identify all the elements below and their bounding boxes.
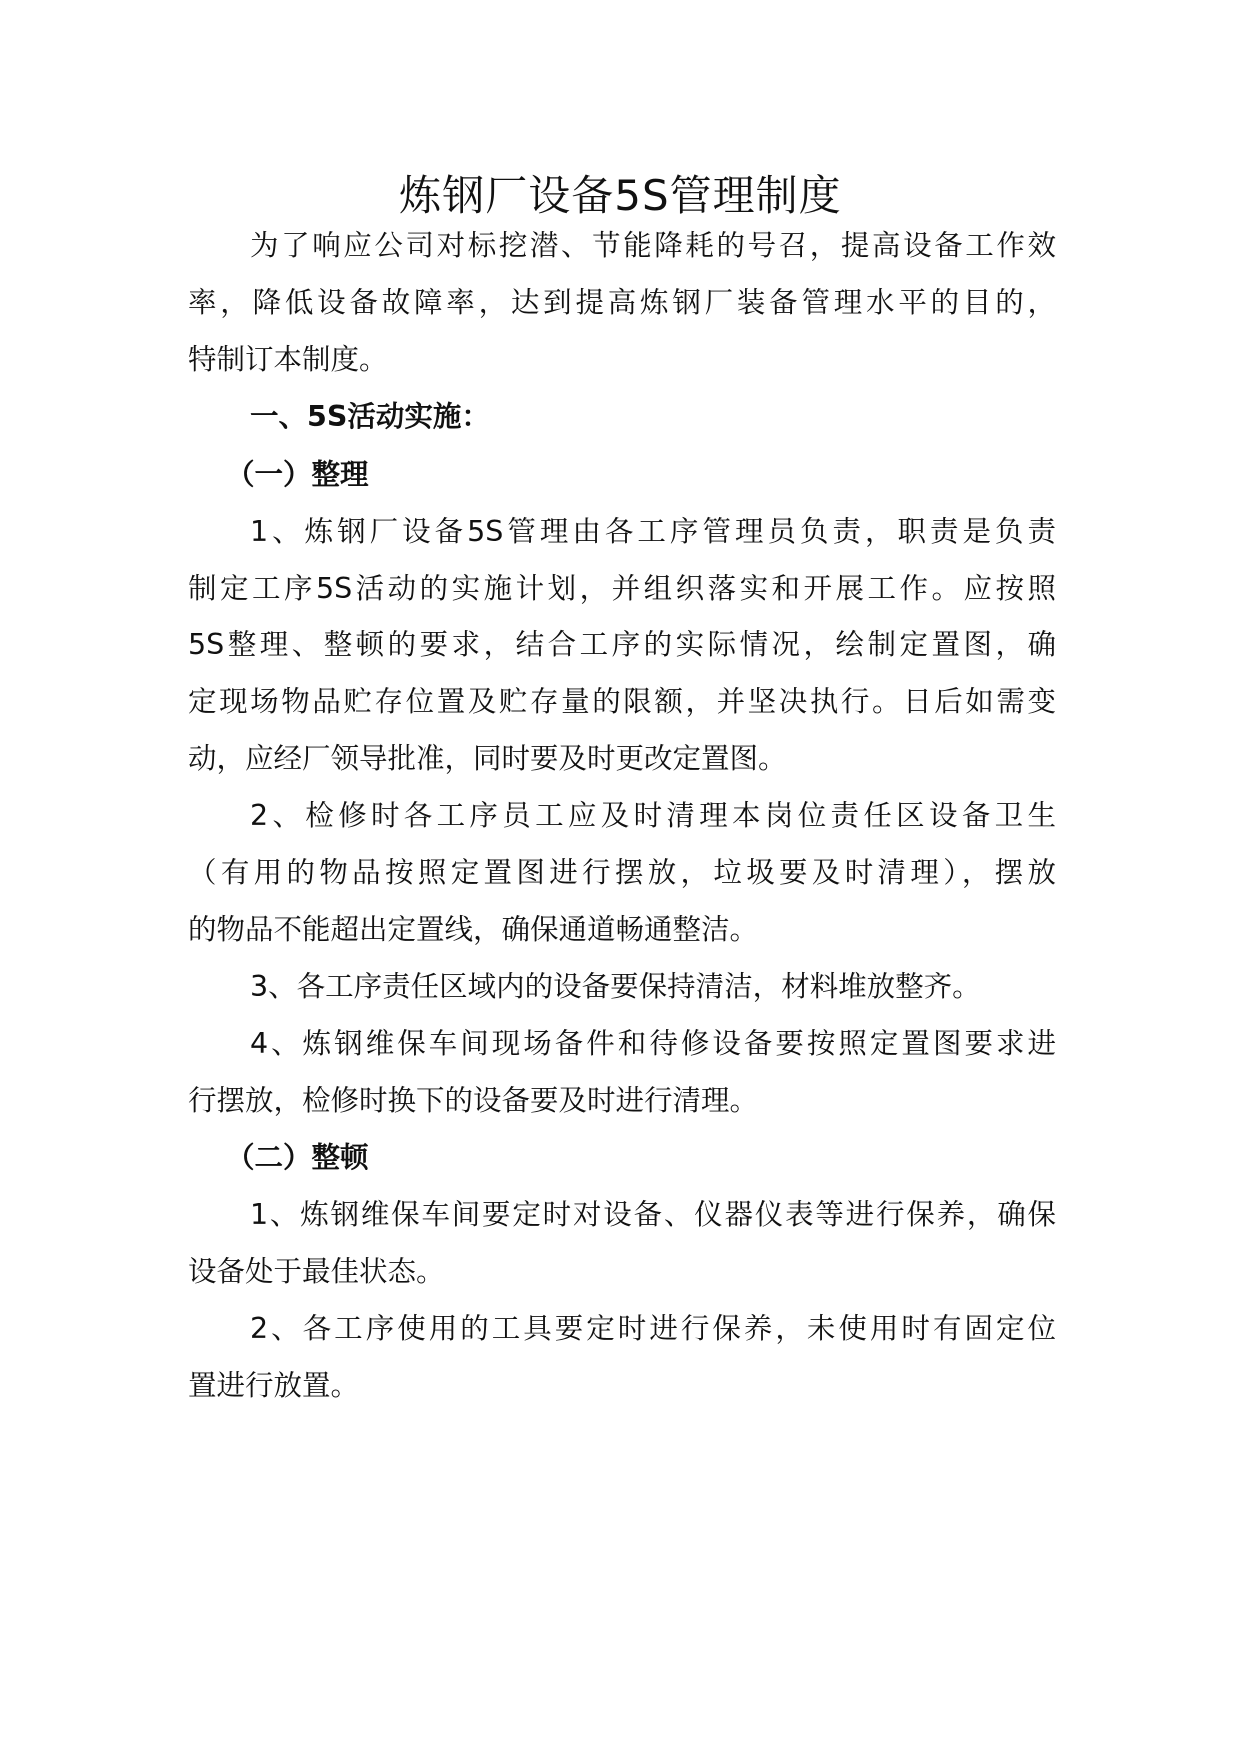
seiri-item2-line-1: 2、检修时各工序员工应及时清理本岗位责任区设备卫生 <box>250 799 1056 832</box>
seiton-item1-line-1: 1、炼钢维保车间要定时对设备、仪器仪表等进行保养，确保 <box>250 1198 1056 1231</box>
seiri-item1-line-2: 制定工序5S活动的实施计划，并组织落实和开展工作。应按照 <box>188 572 1056 605</box>
seiri-item1-line-1: 1、炼钢厂设备5S管理由各工序管理员负责，职责是负责 <box>250 515 1056 548</box>
seiton-item1-line-2: 设备处于最佳状态。 <box>188 1255 445 1288</box>
seiri-item2-line-3: 的物品不能超出定置线，确保通道畅通整洁。 <box>188 913 759 946</box>
seiton-item2-line-1: 2、各工序使用的工具要定时进行保养，未使用时有固定位 <box>250 1312 1056 1345</box>
intro-line-2: 率，降低设备故障率，达到提高炼钢厂装备管理水平的目的， <box>188 286 1056 319</box>
seiri-item4-line-1: 4、炼钢维保车间现场备件和待修设备要按照定置图要求进 <box>250 1027 1056 1060</box>
section-heading-5s-activities: 一、5S活动实施： <box>250 400 490 433</box>
intro-line-1: 为了响应公司对标挖潜、节能降耗的号召，提高设备工作效 <box>250 229 1056 262</box>
seiri-item1-line-3: 5S整理、整顿的要求，结合工序的实际情况，绘制定置图，确 <box>188 628 1056 661</box>
seiri-item3-line-1: 3、各工序责任区域内的设备要保持清洁，材料堆放整齐。 <box>250 970 981 1003</box>
subsection-heading-seiri: （一）整理 <box>226 458 369 491</box>
seiri-item1-line-5: 动，应经厂领导批准，同时要及时更改定置图。 <box>188 742 787 775</box>
intro-line-3: 特制订本制度。 <box>188 343 388 376</box>
document-title: 炼钢厂设备5S管理制度 <box>399 171 842 220</box>
seiri-item1-line-4: 定现场物品贮存位置及贮存量的限额，并坚决执行。日后如需变 <box>188 685 1056 718</box>
seiton-item2-line-2: 置进行放置。 <box>188 1369 360 1402</box>
seiri-item2-line-2: （有用的物品按照定置图进行摆放，垃圾要及时清理），摆放 <box>188 856 1056 889</box>
seiri-item4-line-2: 行摆放，检修时换下的设备要及时进行清理。 <box>188 1084 759 1117</box>
subsection-heading-seiton: （二）整顿 <box>226 1141 369 1174</box>
